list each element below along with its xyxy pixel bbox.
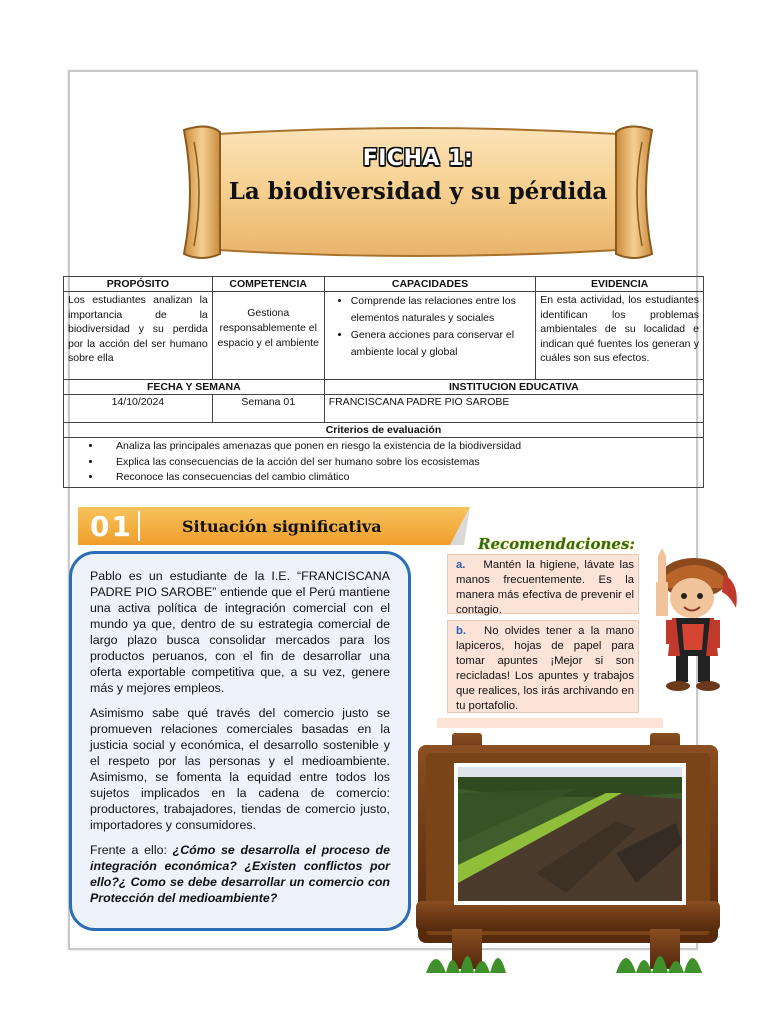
criterio-item: • Analiza las principales amenazas que ponen en riesgo la existencia de la biodiversidad: [102, 439, 699, 455]
header-capacidades: CAPACIDADES: [324, 277, 536, 292]
recommendation-text: Mantén la higiene, lávate las manos frecuentemente. Es la manera más efectiva de prevenir el contagio.: [456, 559, 634, 616]
recommendation-card-b: [447, 620, 639, 713]
criterio-item: • Reconoce las consecuencias del cambio climático: [102, 470, 699, 486]
capacidad-item: • Comprende las relaciones entre los elementos naturales y sociales: [351, 293, 532, 327]
cell-criterios: [64, 438, 704, 488]
situation-box: [69, 551, 411, 931]
section-number: 01: [90, 510, 133, 543]
kid-pointing-icon: [636, 544, 746, 699]
cell-fecha: 14/10/2024: [64, 395, 213, 423]
recommendation-letter: a.: [456, 559, 466, 571]
recommendation-letter: b.: [456, 625, 467, 637]
header-fecha-semana: FECHA Y SEMANA: [64, 380, 325, 395]
header-proposito: PROPÓSITO: [64, 277, 213, 292]
recommendation-strip: [437, 718, 663, 728]
recommendation-text: No olvides tener a la mano lapiceros, hojas de papel para tomar apuntes ¡Mejor si son recicladas! Los apuntes y trabajos que realices, los irás archivando en tu portafolio.: [456, 625, 634, 712]
capacidad-item: • Genera acciones para conservar el ambiente local y global: [351, 327, 532, 361]
cell-evidencia: En esta actividad, los estudiantes identifican los problemas ambientales de su localidad e indican qué fuentes los generan y cuáles son sus efectos.: [536, 292, 704, 380]
cell-institucion: FRANCISCANA PADRE PIO SAROBE: [324, 395, 703, 423]
situation-paragraph-1: Pablo es un estudiante de la I.E. “FRANCISCANA PADRE PIO SAROBE” entiende que el Perú mantiene una activa política de integración comercial con el mundo ya que, dentro de su estrategia comercial de largo plazo busca consolidar mercados para los productos peruanos, con el fin de desarrollar una oferta exportable competitiva que, a su vez, genere más y mejores empleos.: [90, 569, 390, 695]
header-criterios: Criterios de evaluación: [64, 423, 704, 438]
info-table: [63, 276, 704, 488]
header-institucion: INSTITUCION EDUCATIVA: [324, 380, 703, 395]
deforestation-sign-board: [416, 733, 720, 983]
header-evidencia: EVIDENCIA: [536, 277, 704, 292]
situation-lead: Frente a ello:: [90, 843, 173, 857]
criterio-item: • Explica las consecuencias de la acción del ser humano sobre los ecosistemas: [102, 455, 699, 471]
section-title: Situación significativa: [182, 517, 382, 536]
cell-competencia: Gestiona responsablemente el espacio y el ambiente: [212, 292, 324, 380]
recommendations-title: Recomendaciones:: [478, 535, 635, 553]
cell-proposito: Los estudiantes analizan la importancia de la biodiversidad y su perdida por la acción del ser humano sobre ella: [64, 292, 213, 380]
situation-paragraph-3: [90, 842, 390, 906]
cell-capacidades: [324, 292, 536, 380]
section-header: [78, 505, 458, 547]
header-competencia: COMPETENCIA: [212, 277, 324, 292]
title-banner: [178, 122, 658, 262]
situation-questions: ¿Cómo se desarrolla el proceso de integración económica? ¿Existen conflictos por ello?¿ Como se debe desarrollar un comercio con Protección del medioambiente?: [90, 843, 390, 905]
recommendation-card-a: [447, 554, 639, 614]
ficha-number: FICHA 1:: [362, 146, 474, 171]
situation-paragraph-2: Asimismo sabe qué través del comercio justo se promueven relaciones comerciales basadas en la justicia social y económica, el desarrollo sostenible y el respeto por las personas y el medioambiente. Asimismo, se fomenta la equidad entre todos los sujetos implicados en la cadena de comercio: productores, trabajadores, tiendas de comercio justo, importadores y consumidores.: [90, 706, 390, 832]
page-title: La biodiversidad y su pérdida: [228, 178, 608, 205]
cell-semana: Semana 01: [212, 395, 324, 423]
